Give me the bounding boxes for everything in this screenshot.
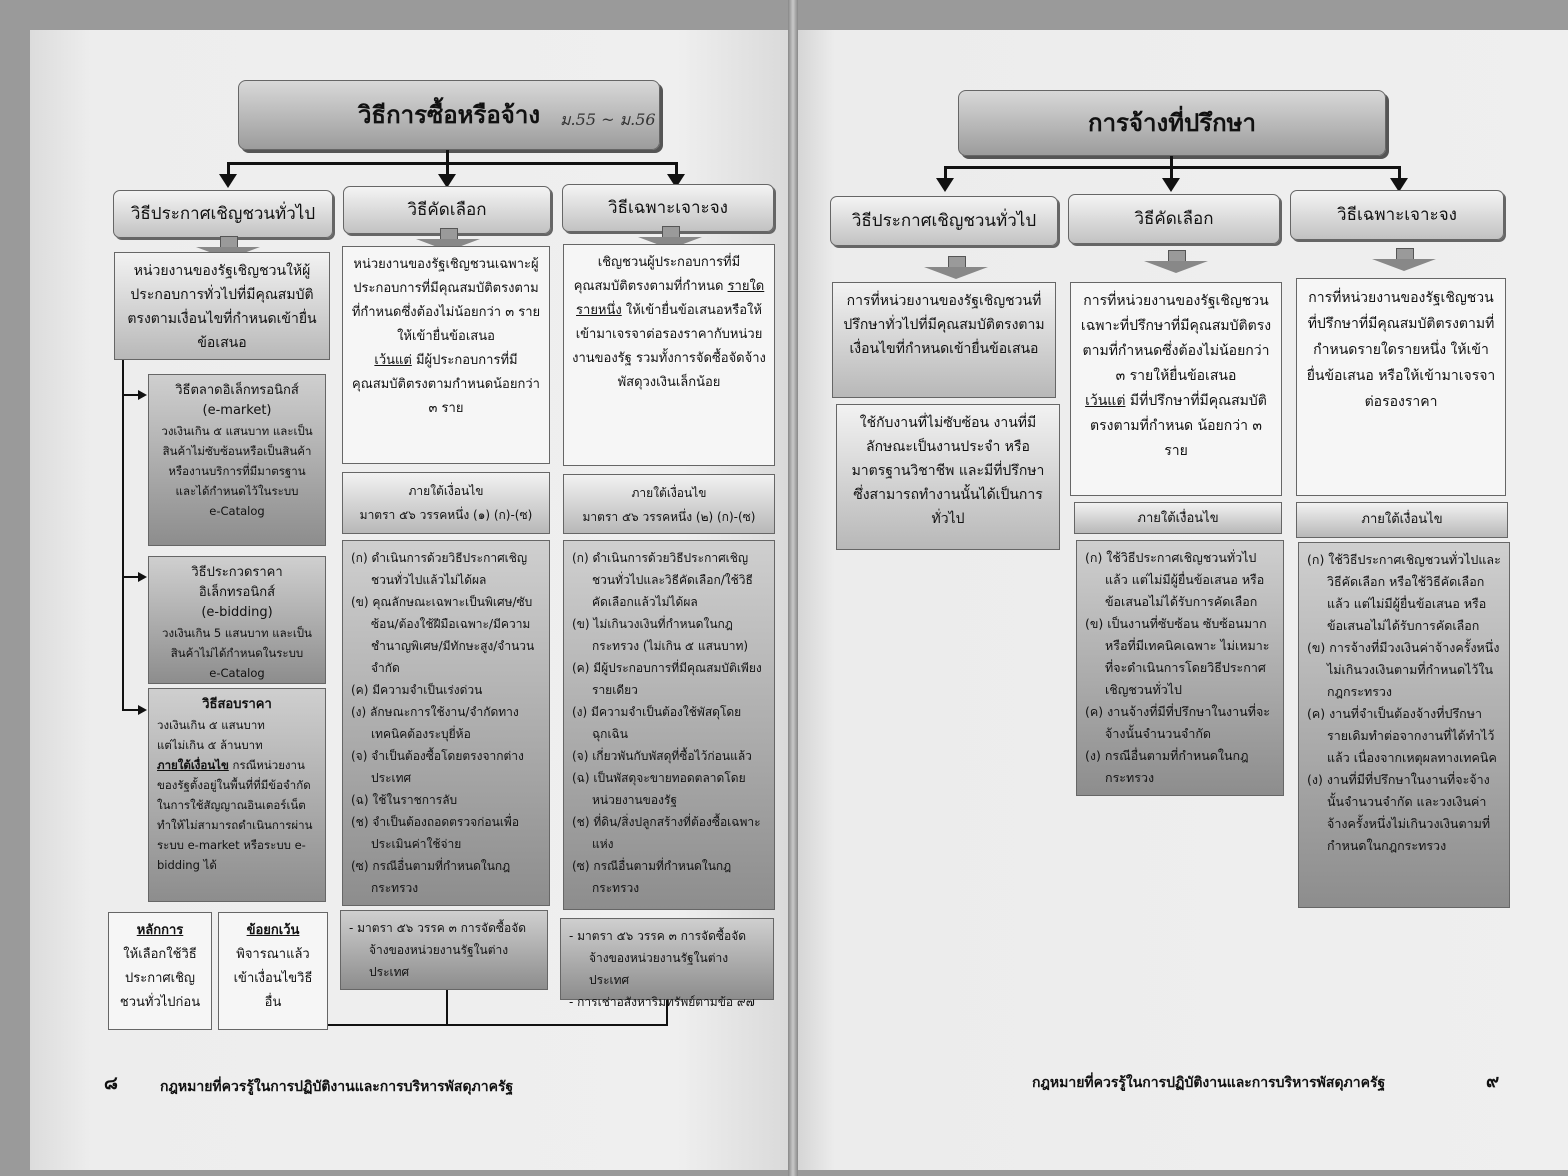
arrow-right bbox=[138, 390, 147, 400]
right-col3-condition: ภายใต้เงื่อนไข bbox=[1296, 502, 1508, 538]
left-col2-condition: ภายใต้เงื่อนไข มาตรา ๕๖ วรรคหนึ่ง (๑) (ก)-(ซ) bbox=[342, 472, 550, 534]
right-col2-list: (ก) ใช้วิธีประกาศเชิญชวนทั่วไปแล้ว แต่ไม่มีผู้ยื่นข้อเสนอ หรือข้อเสนอไม่ได้รับการคัดเลือก (ข) เป็นงานที่ซับซ้อน ซับซ้อนมากหรือที่มีเทคนิคเฉพาะ ไม่เหมาะที่จะดำเนินการโดยวิธีประกาศเชิญชวนทั่วไป (ค) งานจ้างที่มีที่ปรึกษาในงานที่จะจ้างนั้นจำนวนจำกัด (ง) กรณีอื่นตามที่กำหนดในกฎกระทรวง bbox=[1076, 540, 1284, 796]
exception-box: ข้อยกเว้น พิจารณาแล้วเข้าเงื่อนไขวิธีอื่น bbox=[218, 912, 328, 1030]
chevron-down-icon bbox=[1372, 248, 1436, 272]
right-col3-desc: การที่หน่วยงานของรัฐเชิญชวนที่ปรึกษาที่มีคุณสมบัติตรงตามที่กำหนดรายใดรายหนึ่ง ให้เข้ายื่นข้อเสนอ หรือให้เข้ามาเจรจาต่อรองราคา bbox=[1296, 278, 1506, 496]
left-col2-note: - มาตรา ๕๖ วรรค ๓ การจัดซื้อจัดจ้างของหน่วยงานรัฐในต่างประเทศ bbox=[340, 910, 548, 990]
emarket-box: วิธีตลาดอิเล็กทรอนิกส์ (e-market) วงเงินเกิน ๕ แสนบาท และเป็นสินค้าไม่ซับซ้อนหรือเป็นสินค้าหรืองานบริการที่มีมาตรฐาน และได้กำหนดไว้ในระบบ e-Catalog bbox=[148, 374, 326, 546]
right-header-general: วิธีประกาศเชิญชวนทั่วไป bbox=[830, 196, 1058, 246]
right-title bbox=[958, 90, 1386, 156]
left-col3-list: (ก) ดำเนินการด้วยวิธีประกาศเชิญชวนทั่วไปและวิธีคัดเลือก/ใช้วิธีคัดเลือกแล้วไม่ได้ผล (ข) ไม่เกินวงเงินที่กำหนดในกฎกระทรวง (ไม่เกิน ๕ แสนบาท) (ค) มีผู้ประกอบการที่มีคุณสมบัติเพียงรายเดียว (ง) มีความจำเป็นต้องใช้พัสดุโดยฉุกเฉิน (จ) เกี่ยวพันกับพัสดุที่ซื้อไว้ก่อนแล้ว (ฉ) เป็นพัสดุจะขายทอดตลาดโดยหน่วยงานของรัฐ (ช) ที่ดิน/สิ่งปลูกสร้างที่ต้องซื้อเฉพาะแห่ง (ซ) กรณีอื่นตามที่กำหนดในกฎกระทรวง bbox=[563, 540, 775, 910]
left-title-text: วิธีการซื้อหรือจ้าง bbox=[357, 101, 541, 129]
right-header-specific: วิธีเฉพาะเจาะจง bbox=[1290, 190, 1504, 240]
arrow-right bbox=[138, 705, 147, 715]
right-col2-desc: การที่หน่วยงานของรัฐเชิญชวนเฉพาะที่ปรึกษาที่มีคุณสมบัติตรงตามที่กำหนดซึ่งต้องไม่น้อยกว่า ๓ รายให้ยื่นข้อเสนอ เว้นแต่ มีที่ปรึกษาที่มีคุณสมบัติ ตรงตามที่กำหนด น้อยกว่า ๓ ราย bbox=[1070, 282, 1282, 496]
left-footer: กฎหมายที่ควรรู้ในการปฏิบัติงานและการบริหารพัสดุภาครัฐ bbox=[160, 1079, 514, 1095]
left-col2-list: (ก) ดำเนินการด้วยวิธีประกาศเชิญชวนทั่วไปแล้วไม่ได้ผล (ข) คุณลักษณะเฉพาะเป็นพิเศษ/ซับซ้อน/ต้องใช้ฝีมือเฉพาะ/มีความชำนาญพิเศษ/มีทักษะสูง/จำนวนจำกัด (ค) มีความจำเป็นเร่งด่วน (ง) ลักษณะการใช้งาน/จำกัดทางเทคนิคต้องระบุยี่ห้อ (จ) จำเป็นต้องซื้อโดยตรงจากต่างประเทศ (ฉ) ใช้ในราชการลับ (ช) จำเป็นต้องถอดตรวจก่อนเพื่อประเมินค่าใช้จ่าย (ซ) กรณีอื่นตามที่กำหนดในกฎกระทรวง bbox=[342, 540, 550, 906]
left-col1-branch bbox=[122, 360, 124, 710]
left-col3-condition: ภายใต้เงื่อนไข มาตรา ๕๖ วรรคหนึ่ง (๒) (ก)-(ซ) bbox=[563, 474, 775, 534]
left-header-selection: วิธีคัดเลือก bbox=[343, 186, 551, 234]
ebidding-box: วิธีประกวดราคาอิเล็กทรอนิกส์ (e-bidding) วงเงินเกิน 5 แสนบาท และเป็นสินค้าไม่ได้กำหนดในระบบ e-Catalog bbox=[148, 556, 326, 684]
right-col1-desc: การที่หน่วยงานของรัฐเชิญชวนที่ปรึกษาทั่วไปที่มีคุณสมบัติตรงตามเงื่อนไขที่กำหนดเข้ายื่นข้อเสนอ bbox=[832, 282, 1056, 398]
principle-box: หลักการ ให้เลือกใช้วิธีประกาศเชิญชวนทั่วไปก่อน bbox=[108, 912, 212, 1030]
left-header-specific: วิธีเฉพาะเจาะจง bbox=[562, 184, 774, 232]
left-header-general: วิธีประกาศเชิญชวนทั่วไป bbox=[113, 190, 333, 238]
right-col3-list: (ก) ใช้วิธีประกาศเชิญชวนทั่วไปและวิธีคัดเลือก หรือใช้วิธีคัดเลือกแล้ว แต่ไม่มีผู้ยื่นข้อเสนอ หรือข้อเสนอไม่ได้รับการคัดเลือก (ข) การจ้างที่มีวงเงินค่าจ้างครั้งหนึ่งไม่เกินวงเงินตามที่กำหนดไว้ในกฎกระทรวง (ค) งานที่จำเป็นต้องจ้างที่ปรึกษารายเดิมทำต่อจากงานที่ได้ทำไว้แล้ว เนื่องจากเหตุผลทางเทคนิค (ง) งานที่มีที่ปรึกษาในงานที่จะจ้างนั้นจำนวนจำกัด และวงเงินค่าจ้างครั้งหนึ่งไม่เกินวงเงินตามที่กำหนดในกฎกระทรวง bbox=[1298, 542, 1510, 908]
chevron-down-icon bbox=[924, 256, 988, 280]
book-spine bbox=[788, 0, 798, 1176]
chevron-down-icon bbox=[1144, 250, 1208, 274]
right-col1-usage: ใช้กับงานที่ไม่ซับซ้อน งานที่มีลักษณะเป็นงานประจำ หรือมาตรฐานวิชาชีพ และมีที่ปรึกษาซึ่งสามารถทำงานนั้นได้เป็นการทั่วไป bbox=[836, 404, 1060, 550]
left-col1-desc: หน่วยงานของรัฐเชิญชวนให้ผู้ประกอบการทั่วไปที่มีคุณสมบัติตรงตามเงื่อนไขที่กำหนดเข้ายื่นข้อเสนอ bbox=[114, 252, 330, 360]
right-page-number: ๙ bbox=[1486, 1071, 1500, 1092]
arrow-right bbox=[138, 572, 147, 582]
left-connector-h bbox=[227, 162, 677, 165]
arrow-down bbox=[936, 178, 954, 192]
price-inquiry-box: วิธีสอบราคา วงเงินเกิน ๕ แสนบาท แต่ไม่เกิน ๕ ล้านบาท ภายใต้เงื่อนไข กรณีหน่วยงานของรัฐตั้งอยู่ในพื้นที่ที่มีข้อจำกัด ในการใช้สัญญาณอินเตอร์เน็ต ทำให้ไม่สามารถดำเนินการผ่านระบบ e-market หรือระบบ e-bidding ได้ bbox=[148, 688, 326, 902]
left-col3-desc: เชิญชวนผู้ประกอบการที่มีคุณสมบัติตรงตามที่กำหนด รายใดรายหนึ่ง ให้เข้ายื่นข้อเสนอหรือให้เข้ามาเจรจาต่อรองราคากับหน่วยงานของรัฐ รวมทั้งการจัดซื้อจัดจ้างพัสดุวงเงินเล็กน้อย bbox=[563, 244, 775, 466]
left-col3-note: - มาตรา ๕๖ วรรค ๓ การจัดซื้อจัดจ้างของหน่วยงานรัฐในต่างประเทศ - การเช่าอสังหาริมทรัพย์ตามข้อ ๙๗ bbox=[560, 918, 774, 1000]
bottom-connector bbox=[328, 1024, 668, 1026]
arrow-down bbox=[1162, 178, 1180, 192]
arrow-down bbox=[219, 174, 237, 188]
right-footer: กฎหมายที่ควรรู้ในการปฏิบัติงานและการบริหารพัสดุภาครัฐ bbox=[1032, 1075, 1386, 1091]
right-col2-condition: ภายใต้เงื่อนไข bbox=[1074, 502, 1282, 534]
left-page-number: ๘ bbox=[104, 1073, 118, 1094]
right-header-selection: วิธีคัดเลือก bbox=[1068, 194, 1280, 244]
left-col2-desc: หน่วยงานของรัฐเชิญชวนเฉพาะผู้ประกอบการที่มีคุณสมบัติตรงตามที่กำหนดซึ่งต้องไม่น้อยกว่า ๓ ราย ให้เข้ายื่นข้อเสนอ เว้นแต่ มีผู้ประกอบการที่มีคุณสมบัติตรงตามกำหนดน้อยกว่า ๓ ราย bbox=[342, 246, 550, 464]
handwritten-note: ม.55 ~ ม.56 bbox=[560, 110, 656, 129]
right-title-text: การจ้างที่ปรึกษา bbox=[1088, 109, 1256, 137]
